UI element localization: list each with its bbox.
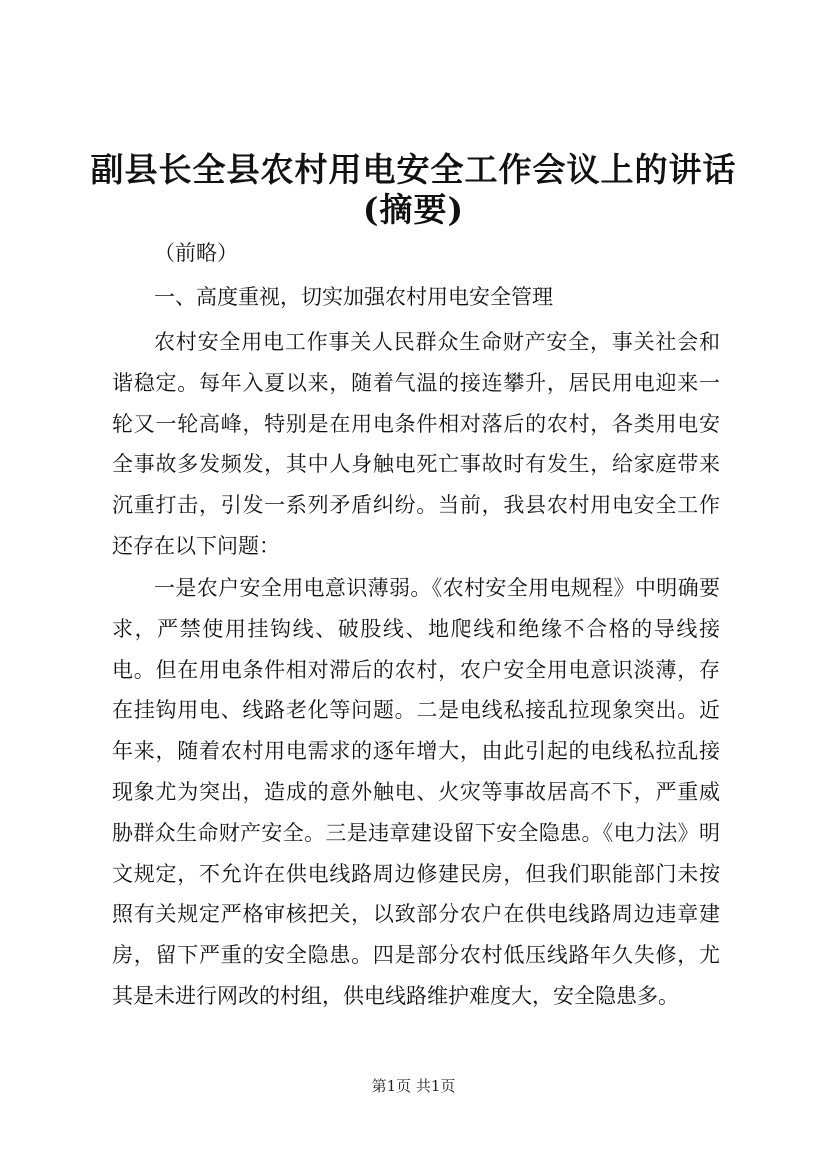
page-number: 第1页 共1页 (371, 1077, 456, 1095)
document-title: 副县长全县农村用电安全工作会议上的讲话 (90, 150, 737, 189)
paragraph-text: 一是农户安全用电意识薄弱。《农村安全用电规程》中明确要求，严禁使用挂钩线、破股线、地爬线和绝缘不合格的导线接电。但在用电条件相对滞后的农村，农户安全用电意识淡薄，存在挂钩用电、线路老化等问题。二是电线私接乱拉现象突出。近年来，随着农村用电需求的逐年增大，由此引起的电线私拉乱接现象尤为突出，造成的意外触电、火灾等事故居高不下，严重威胁群众生命财产安全。三是违章建设留下安全隐患。《电力法》明文规定，不允许在供电线路周边修建民房，但我们职能部门未按照有关规定严格审核把关，以致部分农户在供电线路周边违章建房，留下严重的安全隐患。四是部分农村低压线路年久失修，尤其是未进行网改的村组，供电线路维护难度大，安全隐患多。 (112, 576, 720, 1008)
body-paragraph (112, 568, 720, 1017)
document-subtitle: (摘要) (362, 190, 465, 229)
section-heading: 一、高度重视，切实加强农村用电安全管理 (154, 285, 553, 309)
paragraph-text: 农村安全用电工作事关人民群众生命财产安全，事关社会和谐稳定。每年入夏以来，随着气温的接连攀升，居民用电迎来一轮又一轮高峰，特别是在用电条件相对落后的农村，各类用电安全事故多发频发，其中人身触电死亡事故时有发生，给家庭带来沉重打击，引发一系列矛盾纠纷。当前，我县农村用电安全工作还存在以下问题： (112, 330, 720, 558)
preface-note: （前略） (154, 241, 238, 265)
body-paragraph (112, 322, 720, 567)
